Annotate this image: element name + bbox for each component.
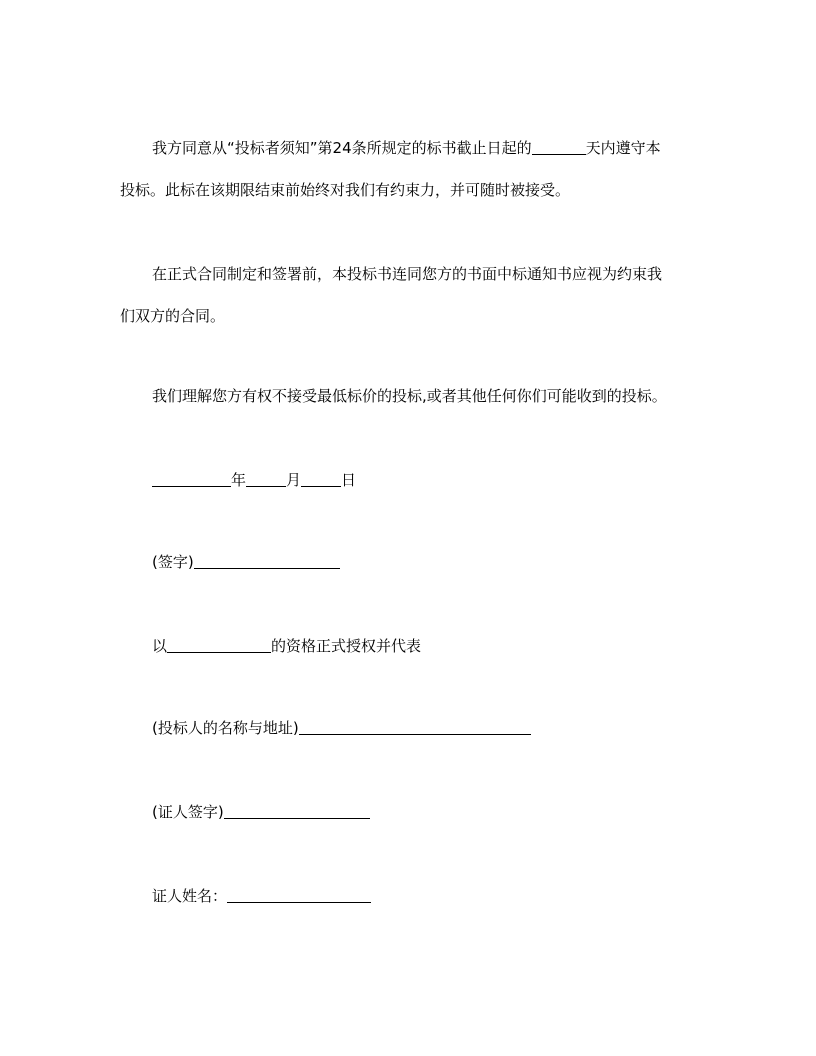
capacity-suffix: 的资格正式授权并代表 xyxy=(271,637,422,655)
signature-blank[interactable] xyxy=(194,554,340,569)
capacity-blank[interactable] xyxy=(167,638,271,653)
paragraph-contract-line-1: 在正式合同制定和签署前，本投标书连同您方的书面中标通知书应视为约束我 xyxy=(152,265,663,283)
witness-signature-blank[interactable] xyxy=(224,804,370,819)
bidder-blank[interactable] xyxy=(299,720,531,735)
validity-days-blank[interactable] xyxy=(532,140,586,155)
month-blank[interactable] xyxy=(246,472,286,487)
year-blank[interactable] xyxy=(152,472,231,487)
paragraph-lowest-bid: 我们理解您方有权不接受最低标价的投标,或者其他任何你们可能收到的投标。 xyxy=(152,387,667,405)
witness-signature-line xyxy=(152,802,370,822)
capacity-line xyxy=(152,636,421,656)
validity-text-end: 天内遵守本 xyxy=(585,139,661,157)
date-line xyxy=(152,470,356,490)
day-label: 日 xyxy=(341,471,357,489)
paragraph-validity-line-1 xyxy=(152,138,661,158)
bidder-label: (投标人的名称与地址) xyxy=(152,719,299,737)
signature-label: (签字) xyxy=(152,553,194,571)
witness-name-label: 证人姓名： xyxy=(152,887,228,905)
witness-name-line xyxy=(152,886,371,906)
paragraph-contract-line-2: 们双方的合同。 xyxy=(120,307,226,325)
year-label: 年 xyxy=(231,471,247,489)
bidder-line xyxy=(152,718,531,738)
witness-name-blank[interactable] xyxy=(227,888,371,903)
day-blank[interactable] xyxy=(301,472,341,487)
capacity-prefix: 以 xyxy=(152,637,168,655)
witness-signature-label: (证人签字) xyxy=(152,803,224,821)
validity-text: 我方同意从“投标者须知”第24条所规定的标书截止日起的 xyxy=(152,139,532,157)
month-label: 月 xyxy=(286,471,302,489)
signature-line xyxy=(152,552,340,572)
paragraph-validity-line-2: 投标。此标在该期限结束前始终对我们有约束力，并可随时被接受。 xyxy=(120,181,571,199)
